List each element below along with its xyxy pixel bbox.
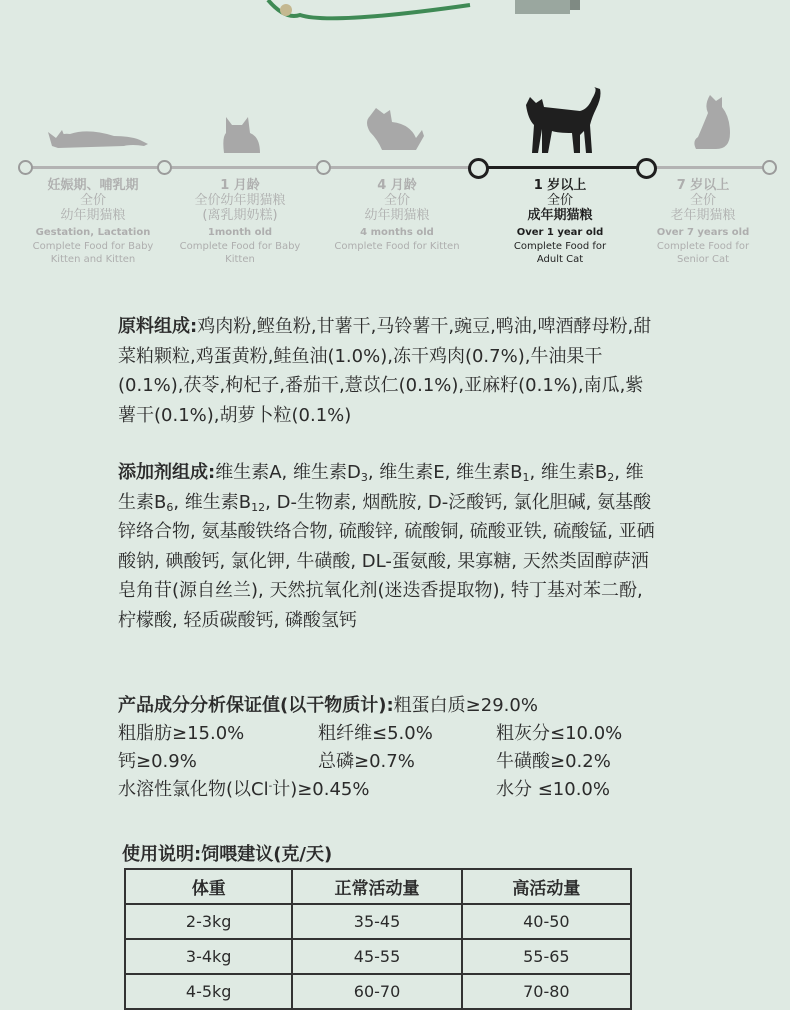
- ingredients-section: [118, 312, 658, 430]
- stage-en-title: Gestation, Lactation: [35, 227, 151, 238]
- stage-adult: [485, 178, 635, 266]
- table-cell: 40-50: [462, 904, 631, 939]
- analysis-text: 计)≥0.45%: [272, 779, 370, 800]
- cat-playing-icon: [360, 102, 426, 152]
- timeline-node: [18, 160, 33, 175]
- table-cell: 4-5kg: [125, 974, 292, 1009]
- analysis-text: 水溶性氯化物(以Cl: [118, 779, 269, 800]
- analysis-value: 粗纤维≤5.0%: [318, 723, 433, 744]
- timeline-node: [762, 160, 777, 175]
- ingredients-label: 原料组成:: [118, 316, 198, 337]
- analysis-value: 钙≥0.9%: [118, 751, 197, 772]
- stage-en-title: 1month old: [207, 227, 273, 238]
- guaranteed-analysis: [118, 692, 678, 804]
- stage-senior: [628, 178, 778, 266]
- stage-zh-sub: (离乳期奶糕): [202, 208, 278, 223]
- analysis-row: [118, 776, 678, 804]
- analysis-value: 粗蛋白质≥29.0%: [393, 695, 538, 716]
- table-cell: 2-3kg: [125, 904, 292, 939]
- additives-text: 维生素A, 维生素D: [215, 462, 361, 483]
- stage-en-title: Over 1 year old: [516, 227, 604, 238]
- additives-text: , 维生素B: [173, 491, 252, 513]
- table-header: 高活动量: [462, 869, 631, 904]
- stage-zh-title: 妊娠期、哺乳期: [47, 178, 139, 193]
- stage-4-months: [322, 178, 472, 253]
- analysis-value: 牛磺酸≥0.2%: [496, 751, 611, 772]
- subscript: 12: [251, 500, 266, 514]
- stage-zh-sub: 老年期猫粮: [670, 208, 736, 223]
- analysis-row: [118, 720, 678, 748]
- stage-zh-title: 1 月龄: [220, 178, 260, 193]
- table-cell: 35-45: [292, 904, 461, 939]
- stage-zh-title: 7 岁以上: [676, 178, 730, 193]
- analysis-value: 粗灰分≤10.0%: [496, 723, 623, 744]
- kitten-icon: [220, 115, 264, 155]
- senior-cat-icon: [690, 93, 732, 151]
- cat-lying-icon: [44, 110, 150, 152]
- stage-zh-title: 4 月龄: [377, 178, 417, 193]
- stage-zh-sub: 全价: [383, 193, 410, 208]
- stage-en-title: 4 months old: [360, 227, 434, 238]
- additives-label: 添加剂组成:: [118, 462, 216, 483]
- analysis-row: [118, 692, 678, 720]
- stage-zh-sub: 全价: [546, 193, 573, 208]
- stage-zh-sub: 全价: [79, 193, 106, 208]
- stage-en-desc: Complete Food for Adult Cat: [513, 241, 607, 265]
- subscript: 3: [360, 471, 368, 484]
- stage-en-desc: Complete Food for Baby Kitten and Kitten: [32, 241, 154, 265]
- stage-en-desc: Complete Food for Baby Kitten: [179, 241, 301, 265]
- subscript: 2: [607, 471, 615, 484]
- analysis-value: [118, 776, 496, 804]
- stage-en-desc: Complete Food for Senior Cat: [656, 241, 750, 265]
- subscript: 6: [166, 500, 174, 514]
- table-cell: 70-80: [462, 974, 631, 1009]
- additives-text: , 维生素E, 维生素B: [367, 462, 523, 483]
- superscript: -: [268, 781, 273, 792]
- analysis-label: 产品成分分析保证值(以干物质计):: [118, 695, 394, 716]
- stage-en-desc: Complete Food for Kitten: [334, 241, 460, 252]
- life-stage-timeline: [0, 0, 790, 290]
- analysis-value: 总磷≥0.7%: [318, 751, 415, 772]
- analysis-value: 粗脂肪≥15.0%: [118, 723, 245, 744]
- table-header-row: [125, 869, 631, 904]
- table-cell: 45-55: [292, 939, 461, 974]
- additives-text: , 维生素B: [529, 462, 608, 483]
- additives-section: [118, 458, 658, 635]
- timeline-line: [644, 166, 770, 169]
- timeline-node: [316, 160, 331, 175]
- table-header: 体重: [125, 869, 292, 904]
- additives-text: , D-生物素, 烟酰胺, D-泛酸钙, 氯化胆碱, 氨基酸锌络合物, 氨基酸铁络合物, 硫酸锌, 硫酸铜, 硫酸亚铁, 硫酸锰, 亚硒酸钠, 碘酸钙, 氯化钾, 牛磺酸, DL-蛋氨酸, 果寡糖, 天然类固醇萨洒皂角苷(源自丝兰), 天然抗氧化剂(迷迭香提取物), 特丁基对苯二酚, 柠檬酸, 轻质碳酸钙, 磷酸氢钙: [118, 491, 655, 631]
- timeline-node: [157, 160, 172, 175]
- feeding-table: [124, 868, 632, 1010]
- stage-zh-sub: 全价幼年期猫粮: [194, 193, 286, 208]
- table-row: [125, 904, 631, 939]
- stage-zh-title: 1 岁以上: [533, 178, 587, 193]
- subscript: 1: [522, 471, 530, 484]
- table-cell: 3-4kg: [125, 939, 292, 974]
- stage-zh-sub: 成年期猫粮: [527, 208, 593, 223]
- timeline-node-active: [468, 158, 489, 179]
- stage-en-title: Over 7 years old: [656, 227, 750, 238]
- table-cell: 55-65: [462, 939, 631, 974]
- table-cell: 60-70: [292, 974, 461, 1009]
- timeline-line: [24, 166, 476, 169]
- feeding-title: 使用说明:饲喂建议(克/天): [122, 844, 333, 865]
- analysis-row: [118, 748, 678, 776]
- table-row: [125, 974, 631, 1009]
- timeline-node-active: [636, 158, 657, 179]
- stage-zh-sub: 全价: [689, 193, 716, 208]
- analysis-value: 水分 ≤10.0%: [496, 779, 610, 800]
- stage-zh-sub: 幼年期猫粮: [364, 208, 430, 223]
- timeline-line-active: [476, 166, 644, 169]
- stage-gestation: [18, 178, 168, 266]
- stage-1-month: [165, 178, 315, 266]
- stage-zh-sub: 幼年期猫粮: [60, 208, 126, 223]
- ingredients-text: 鸡肉粉,鲣鱼粉,甘薯干,马铃薯干,豌豆,鸭油,啤酒酵母粉,甜菜粕颗粒,鸡蛋黄粉,鲑鱼油(1.0%),冻干鸡肉(0.7%),牛油果干(0.1%),茯苓,枸杞子,番茄干,薏苡仁(0.1%),亚麻籽(0.1%),南瓜,紫薯干(0.1%),胡萝卜粒(0.1%): [118, 316, 652, 426]
- table-row: [125, 939, 631, 974]
- adult-cat-icon: [522, 85, 604, 155]
- table-header: 正常活动量: [292, 869, 461, 904]
- additives-text: , 维生素B: [118, 462, 644, 513]
